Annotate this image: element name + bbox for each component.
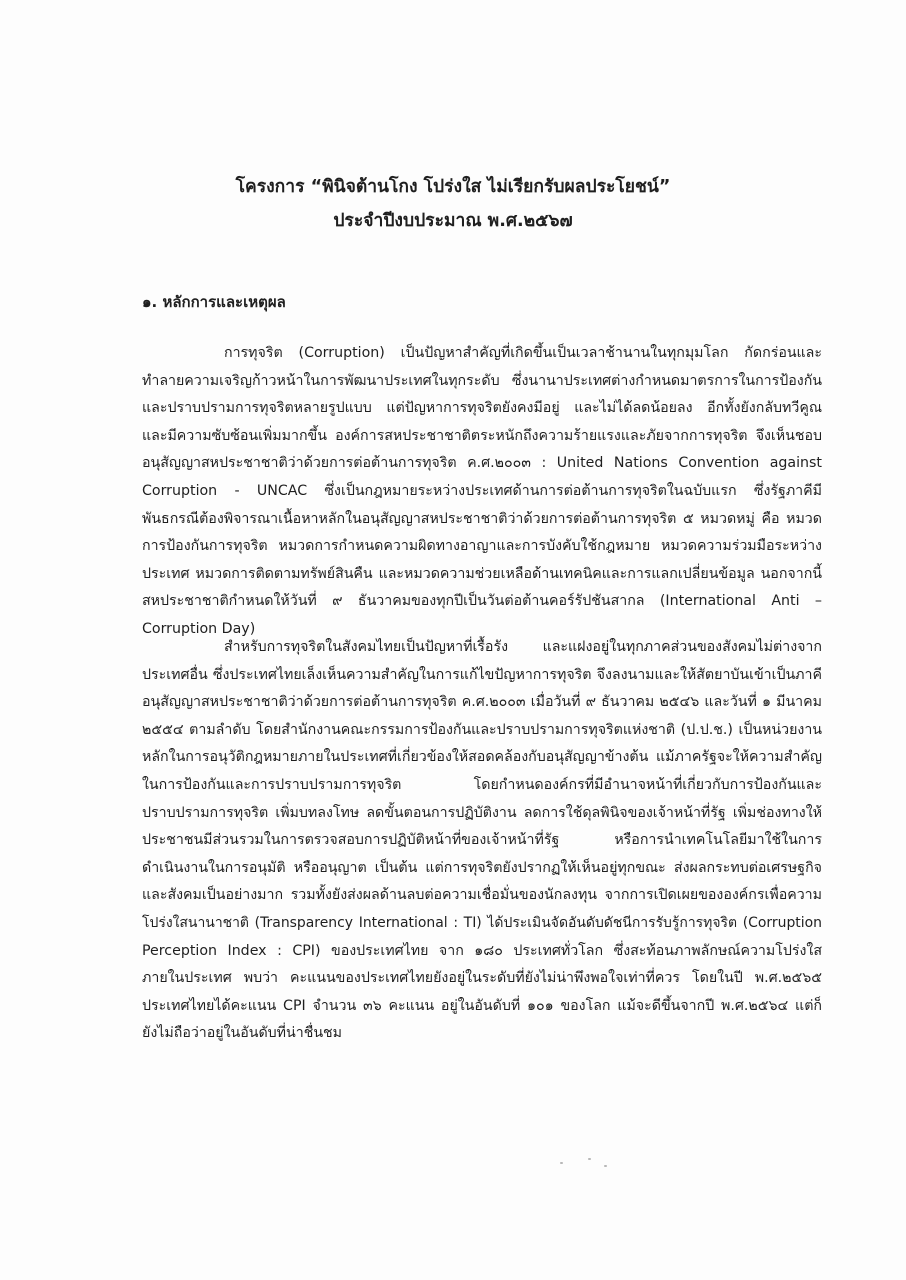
paragraph-line: สำหรับการทุจริตในสังคมไทยเป็นปัญหาที่เรื้อรัง และแฝงอยู่ในทุกภาคส่วนของสังคมไม่ต่างจาก bbox=[224, 639, 822, 655]
paragraph-line: สหประชาชาติกำหนดให้วันที่ ๙ ธันวาคมของทุกปีเป็นวันต่อต้านคอร์รัปชันสากล (International Anti – bbox=[142, 593, 822, 610]
paragraph-line: การทุจริต (Corruption) เป็นปัญหาสำคัญที่เกิดขึ้นเป็นเวลาช้านานในทุกมุมโลก กัดกร่อนและ bbox=[224, 345, 822, 361]
paragraph-line: ภายในประเทศ พบว่า คะแนนของประเทศไทยยังอยู่ในระดับที่ยังไม่น่าพึงพอใจเท่าที่ควร โดยในปี พ.ศ.๒๕๖๕ bbox=[142, 970, 822, 987]
paragraph-line: การป้องกันการทุจริต หมวดการกำหนดความผิดทางอาญาและการบังคับใช้กฎหมาย หมวดความร่วมมือระหว่าง bbox=[142, 538, 822, 555]
project-title: โครงการ “พินิจต้านโกง โปร่งใส ไม่เรียกรับผลประโยชน์” bbox=[235, 177, 671, 197]
scan-speck bbox=[604, 1165, 607, 1167]
paragraph-line: หลักในการอนุวัติกฎหมายภายในประเทศที่เกี่ยวข้องให้สอดคล้องกับอนุสัญญาข้างต้น แม้ภาครัฐจะให้ความสำคัญ bbox=[142, 749, 822, 766]
scan-speck bbox=[588, 1158, 591, 1160]
paragraph-line: และสังคมเป็นอย่างมาก รวมทั้งยังส่งผลด้านลบต่อความเชื่อมั่นของนักลงทุน จากการเปิดเผยขององค์กรเพื่อความ bbox=[142, 887, 822, 904]
scan-speck bbox=[560, 1162, 563, 1164]
paragraph-line: ในการป้องกันและการปราบปรามการทุจริต โดยกำหนดองค์กรที่มีอำนาจหน้าที่เกี่ยวกับการป้องกันและ bbox=[142, 776, 822, 793]
paragraph-line: ประเทศ หมวดการติดตามทรัพย์สินคืน และหมวดความช่วยเหลือด้านเทคนิคและการแลกเปลี่ยนข้อมูล นอกจากนี้ bbox=[142, 565, 822, 582]
paragraph-line: ประเทศอื่น ซึ่งประเทศไทยเล็งเห็นความสำคัญในการแก้ไขปัญหาการทุจริต จึงลงนามและให้สัตยาบันเข้าเป็นภาคี bbox=[142, 666, 822, 683]
paragraph-rationale-1 bbox=[142, 340, 822, 644]
paragraph-line: Perception Index : CPI) ของประเทศไทย จาก ๑๘๐ ประเทศทั่วโลก ซึ่งสะท้อนภาพลักษณ์ความโปร่งใส bbox=[142, 942, 822, 959]
paragraph-line: พันธกรณีต้องพิจารณาเนื้อหาหลักในอนุสัญญาสหประชาชาติว่าด้วยการต่อต้านการทุจริต ๕ หมวดหมู่ คือ หมวด bbox=[142, 510, 822, 527]
section-heading: ๑. หลักการและเหตุผล bbox=[142, 293, 286, 311]
fiscal-year-title: ประจำปีงบประมาณ พ.ศ.๒๕๖๗ bbox=[333, 211, 573, 231]
paragraph-line: ประชาชนมีส่วนรวมในการตรวจสอบการปฏิบัติหน้าที่ของเจ้าหน้าที่รัฐ หรือการนำเทคโนโลยีมาใช้ในการ bbox=[142, 832, 822, 849]
paragraph-rationale-2 bbox=[142, 634, 822, 1048]
paragraph-line: Corruption Day) bbox=[142, 620, 256, 637]
paragraph-line: ประเทศไทยได้คะแนน CPI จำนวน ๓๖ คะแนน อยู่ในอันดับที่ ๑๐๑ ของโลก แม้จะดีขึ้นจากปี พ.ศ.๒๕๖๔ แต่ก็ bbox=[142, 997, 822, 1014]
paragraph-line: Corruption - UNCAC ซึ่งเป็นกฎหมายระหว่างประเทศด้านการต่อต้านการทุจริตในฉบับแรก ซึ่งรัฐภาคีมี bbox=[142, 482, 822, 499]
paragraph-line: และมีความซับซ้อนเพิ่มมากขึ้น องค์การสหประชาชาติตระหนักถึงความร้ายแรงและภัยจากการทุจริต จึงเห็นชอบ bbox=[142, 427, 822, 444]
paragraph-line: ๒๕๕๔ ตามลำดับ โดยสำนักงานคณะกรรมการป้องกันและปราบปรามการทุจริตแห่งชาติ (ป.ป.ช.) เป็นหน่วยงาน bbox=[142, 721, 822, 738]
paragraph-line: อนุสัญญาสหประชาชาติว่าด้วยการต่อต้านการทุจริต ค.ศ.๒๐๐๓ : United Nations Convention against bbox=[142, 455, 822, 472]
paragraph-line: และปราบปรามการทุจริตหลายรูปแบบ แต่ปัญหาการทุจริตยังคงมีอยู่ และไม่ได้ลดน้อยลง อีกทั้งยังกลับทวีคูณ bbox=[142, 400, 822, 417]
document-title bbox=[0, 170, 906, 238]
paragraph-line: โปร่งใสนานาชาติ (Transparency International : TI) ได้ประเมินจัดอันดับดัชนีการรับรู้การทุจริต (Corruption bbox=[142, 914, 822, 931]
paragraph-line: ดำเนินงานในการอนุมัติ หรืออนุญาต เป็นต้น แต่การทุจริตยังปรากฏให้เห็นอยู่ทุกขณะ ส่งผลกระทบต่อเศรษฐกิจ bbox=[142, 859, 822, 876]
paragraph-line: อนุสัญญาสหประชาชาติว่าด้วยการต่อต้านการทุจริต ค.ศ.๒๐๐๓ เมื่อวันที่ ๙ ธันวาคม ๒๕๔๖ และวันที่ ๑ มีนาคม bbox=[142, 694, 822, 711]
paragraph-line: ปราบปรามการทุจริต เพิ่มบทลงโทษ ลดขั้นตอนการปฏิบัติงาน ลดการใช้ดุลพินิจของเจ้าหน้าที่รัฐ เพิ่มช่องทางให้ bbox=[142, 804, 822, 821]
paragraph-line: ทำลายความเจริญก้าวหน้าในการพัฒนาประเทศในทุกระดับ ซึ่งนานาประเทศต่างกำหนดมาตรการในการป้องกัน bbox=[142, 372, 822, 389]
paragraph-line: ยังไม่ถือว่าอยู่ในอันดับที่น่าชื่นชม bbox=[142, 1025, 342, 1042]
